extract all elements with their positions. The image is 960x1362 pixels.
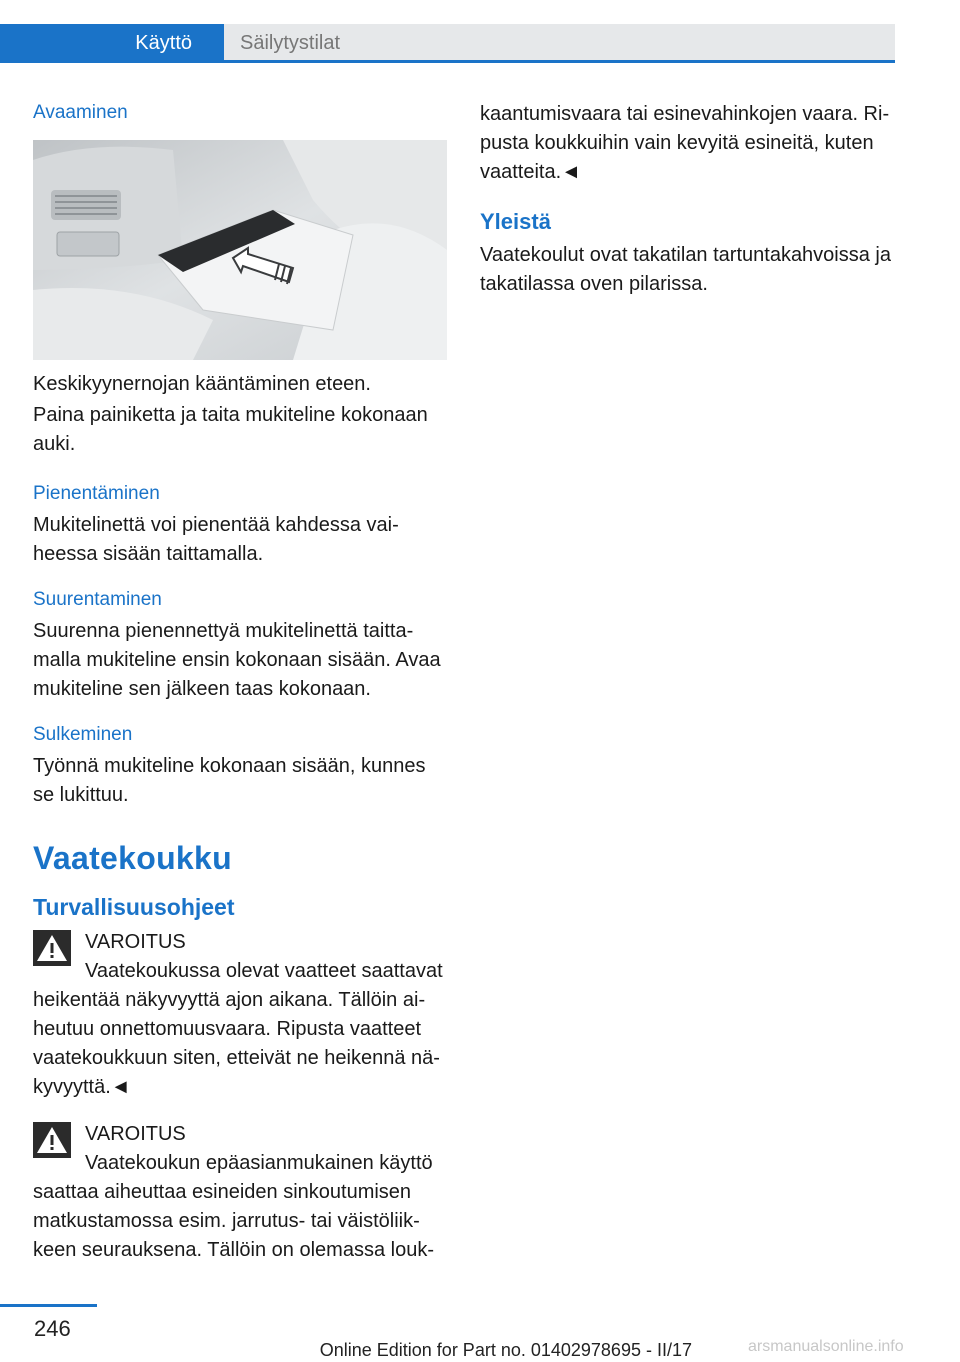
- subsection-yleista: Yleistä: [480, 209, 551, 234]
- caption-1: Keskikyynernojan kääntäminen eteen.: [33, 373, 371, 395]
- armrest-cupholder-photo: [33, 140, 447, 360]
- continued-warning-text: kaantumisvaara tai esinevahinkojen vaara. Ripusta koukkuihin vain kevyitä esineitä, kuten vaatteita.◄: [480, 103, 890, 183]
- caption-2: Paina painiketta ja taita mukiteline kokonaan auki.: [33, 404, 428, 455]
- warning-1-title: VAROITUS: [85, 931, 186, 953]
- subhead-suurentaminen: Suurentaminen: [33, 589, 162, 610]
- suurentaminen-text: Suurenna pienennettyä mukitelinettä taittamalla mukiteline ensin kokonaan sisään. Avaa mukiteline sen jälkeen taas kokonaan.: [33, 620, 441, 700]
- left-column: [33, 100, 451, 1265]
- tab-sailytystilat[interactable]: Säilytystilat: [224, 24, 895, 62]
- footer-rule: [0, 1304, 97, 1307]
- edition-note: Online Edition for Part no. 01402978695 - II/17: [319, 1340, 692, 1360]
- warning-block-1: [33, 928, 451, 1102]
- section-title-vaatekoukku: Vaatekoukku: [33, 840, 232, 876]
- warning-1-text: Vaatekoukussa olevat vaatteet saattavat heikentää näkyvyyttä ajon aikana. Tällöin aiheutuu onnettomuusvaara. Ripusta vaatteet vaatekoukkuun siten, etteivät ne heikennä näkyvyyttä.◄: [33, 960, 443, 1098]
- warning-2-title: VAROITUS: [85, 1123, 186, 1145]
- yleista-text: Vaatekoulut ovat takatilan tartuntakahvoissa ja takatilassa oven pilarissa.: [480, 244, 891, 295]
- page-number: 246: [34, 1316, 71, 1341]
- warning-icon: [33, 930, 71, 966]
- pienentaminen-text: Mukitelinettä voi pienentää kahdessa vaiheessa sisään taittamalla.: [33, 514, 399, 565]
- right-column: [480, 100, 898, 299]
- sulkeminen-text: Työnnä mukiteline kokonaan sisään, kunnes se lukittuu.: [33, 755, 426, 806]
- header-tabbar: [0, 0, 895, 62]
- warning-block-2: [33, 1120, 451, 1265]
- subhead-pienentaminen: Pienentäminen: [33, 483, 160, 504]
- watermark: arsmanualsonline.info: [748, 1338, 904, 1355]
- header-rule: [0, 60, 895, 63]
- warning-icon: [33, 1122, 71, 1158]
- tab-kaytto[interactable]: Käyttö: [0, 24, 224, 62]
- subhead-avaaminen: Avaaminen: [33, 102, 128, 123]
- warning-2-text: Vaatekoukun epäasianmukainen käyttö saattaa aiheuttaa esineiden sinkoutumisen matkustamossa esim. jarrutus- tai väistöliikkeen seurauksena. Tällöin on olemassa louk-: [33, 1152, 434, 1261]
- subhead-sulkeminen: Sulkeminen: [33, 724, 133, 745]
- subsection-turvallisuusohjeet: Turvallisuusohjeet: [33, 894, 235, 920]
